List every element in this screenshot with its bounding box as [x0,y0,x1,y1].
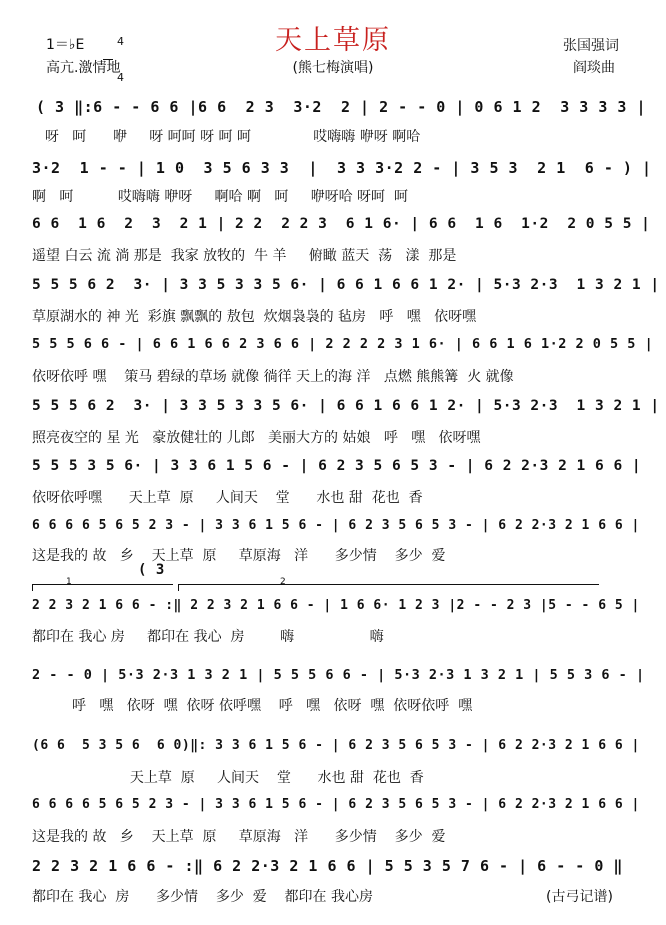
meter-bottom: 4 [117,71,124,84]
notation-line-5: 5 5 5 6 6 - | 6 6 1 6 6 2 3 6 6 | 2 2 2 2 3 1 6· | 6 6 1 6 1·2 2 0 5 5 | [32,336,654,352]
volta-bracket-2 [178,584,599,591]
lyric-line-1: 呀 呵 咿 呀 呵呵 呀 呵 呵 哎嗨嗨 咿呀 啊哈 [36,129,421,145]
notation-line-8: 6 6 6 6 5 6 5 2 3 - | 3 3 6 1 5 6 - | 6 2 3 5 6 5 3 - | 6 2 2·3 2 1 6 6 | [32,518,640,533]
transcriber-credit: (古弓记谱) [546,889,613,905]
notation-line-10: 2 - - 0 | 5·3 2·3 1 3 2 1 | 5 5 5 6 6 - | 5·3 2·3 1 3 2 1 | 5 5 3 6 - | [32,667,645,683]
lyric-line-2: 啊 呵 哎嗨嗨 咿呀 啊哈 啊 呵 咿呀哈 呀呵 呵 [32,189,408,205]
lyric-line-11: 天上草 原 人间天 堂 水也 甜 花也 香 [32,770,424,786]
lyric-line-12: 这是我的 故 乡 天上草 原 草原海 洋 多少情 多少 爱 [32,829,446,845]
lyricist: 张国强词 [563,38,619,54]
lyric-line-3: 遥望 白云 流 淌 那是 我家 放牧的 牛 羊 俯瞰 蓝天 荡 漾 那是 [32,248,457,264]
lyric-line-13: 都印在 我心 房 多少情 多少 爱 都印在 我心房 [32,889,374,905]
composer: 阎琰曲 [573,60,615,76]
lyric-line-7: 依呀依呼嘿 天上草 原 人间天 堂 水也 甜 花也 香 [32,490,423,506]
notation-line-4: 5 5 5 6 2 3· | 3 3 5 3 3 5 6· | 6 6 1 6 6 1 2· | 5·3 2·3 1 3 2 1 | [32,277,660,293]
lyric-line-5: 依呀依呼 嘿 策马 碧绿的草场 就像 徜徉 天上的海 洋 点燃 熊熊篝 火 就像 [32,369,514,385]
volta-pickup: ( 3 [138,562,165,578]
notation-line-11: (6 6 5 3 5 6 6 0)‖: 3 3 6 1 5 6 - | 6 2 3 5 6 5 3 - | 6 2 2·3 2 1 6 6 | [32,738,640,753]
tempo-style: 高亢.激情地 [46,60,121,76]
notation-line-2: 3·2 1 - - | 1 0 3 5 6 3 3 | 3 3 3·2 2 - | 3 5 3 2 1 6 - ) | [32,159,652,177]
notation-line-7: 5 5 5 3 5 6· | 3 3 6 1 5 6 - | 6 2 3 5 6 5 3 - | 6 2 2·3 2 1 6 6 | [32,458,642,474]
song-title: 天上草原 [275,25,391,56]
notation-line-3: 6 6 1 6 2 3 2 1 | 2 2 2 2 3 6 1 6· | 6 6 1 6 1·2 2 0 5 5 | [32,216,651,232]
lyric-line-9: 都印在 我心 房 都印在 我心 房 嗨 嗨 [32,629,384,645]
notation-line-9: 2 2 3 2 1 6 6 - :‖ 2 2 3 2 1 6 6 - | 1 6 6· 1 2 3 |2 - - 2 3 |5 - - 6 5 | [32,598,640,613]
notation-line-1: ( 3 ‖:6 - - 6 6 |6 6 2 3 3·2 2 | 2 - - 0 | 0 6 1 2 3 3 3 3 | [36,98,646,116]
volta-2-number: 2 [280,577,286,587]
lyric-line-6: 照亮夜空的 星 光 豪放健壮的 儿郎 美丽大方的 姑娘 呼 嘿 依呀嘿 [32,430,481,446]
notation-line-6: 5 5 5 6 2 3· | 3 3 5 3 3 5 6· | 6 6 1 6 6 1 2· | 5·3 2·3 1 3 2 1 | [32,398,660,414]
volta-bracket-1 [32,584,173,591]
lyric-line-4: 草原湖水的 神 光 彩旗 飘飘的 敖包 炊烟袅袅的 毡房 呼 嘿 依呀嘿 [32,309,477,325]
volta-1-number: 1 [66,577,72,587]
lyric-line-8: 这是我的 故 乡 天上草 原 草原海 洋 多少情 多少 爱 [32,548,446,564]
notation-line-13: 2 2 3 2 1 6 6 - :‖ 6 2 2·3 2 1 6 6 | 5 5 3 5 7 6 - | 6 - - 0 ‖ [32,857,623,875]
notation-line-12: 6 6 6 6 5 6 5 2 3 - | 3 3 6 1 5 6 - | 6 2 3 5 6 5 3 - | 6 2 2·3 2 1 6 6 | [32,797,640,812]
lyric-line-10: 呼 嘿 依呀 嘿 依呀 依呼嘿 呼 嘿 依呀 嘿 依呀依呼 嘿 [32,698,473,714]
meter-top: 4 [117,35,124,48]
performer: (熊七梅演唱) [292,60,374,76]
key-signature: 1＝♭E [46,37,85,53]
